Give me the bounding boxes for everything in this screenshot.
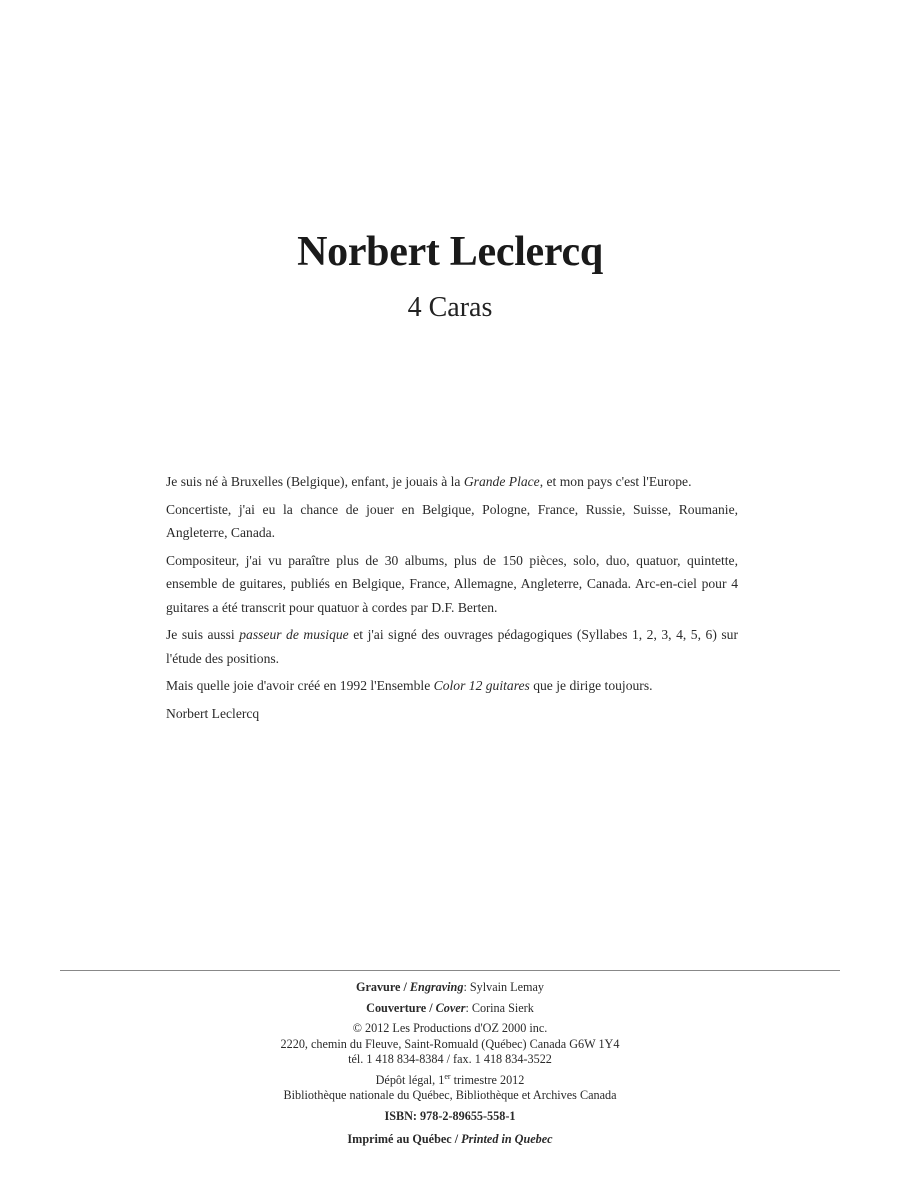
isbn: ISBN: 978-2-89655-558-1 [384,1108,516,1123]
footer-divider [60,970,840,971]
publisher-address: 2220, chemin du Fleuve, Saint-Romuald (Québec) Canada G6W 1Y4 [280,1036,620,1051]
engraving-credit: Gravure / Engraving: Sylvain Lemay [355,980,544,994]
bio-signature: Norbert Leclercq [166,705,260,721]
bio-paragraph-teaching: Je suis aussi passeur de musique et j'ai signé des ouvrages pédagogiques (Syllabes 1, 2, 3, 4, 5, 6) sur l'étude des positions. [166,627,738,666]
bio-paragraph-birth: Je suis né à Bruxelles (Belgique), enfant, je jouais à la Grande Place, et mon pays c'est l'Europe. [166,474,692,489]
grande-place-emphasis: Grande Place [463,474,540,489]
printed-in: Imprimé au Québec / Printed in Quebec [347,1132,553,1146]
ensemble-name-emphasis: Color 12 guitares [433,678,530,693]
legal-deposit: Dépôt légal, 1er trimestre 2012 [375,1071,525,1087]
cover-credit: Couverture / Cover: Corina Sierk [366,1000,534,1015]
copyright-line: © 2012 Les Productions d'OZ 2000 inc. [352,1021,548,1035]
publisher-phone: tél. 1 418 834-8384 / fax. 1 418 834-3522 [348,1052,552,1066]
passeur-emphasis: passeur de musique [239,627,349,642]
bio-paragraph-concerts: Concertiste, j'ai eu la chance de jouer en Belgique, Pologne, France, Russie, Suisse, Roumanie, Angleterre, Canada. [166,501,738,540]
bio-paragraph-composer: Compositeur, j'ai vu paraître plus de 30 albums, plus de 150 pièces, solo, duo, quatuor, quintette, ensemble de guitares, publiés en Belgique, France, Allemagne, Angleterre, Canada. Arc-en-ciel pour 4 guitares a été transcrit pour quatuor à cordes par D.F. Berten. [166,552,738,615]
composer-biography [166,470,738,729]
work-title: 4 Caras [407,292,493,323]
colophon [0,980,900,1148]
composer-name: Norbert Leclercq [297,229,603,275]
bio-paragraph-ensemble: Mais quelle joie d'avoir créé en 1992 l'Ensemble Color 12 guitares que je dirige toujours. [166,678,653,693]
library-credit: Bibliothèque nationale du Québec, Bibliothèque et Archives Canada [283,1088,617,1102]
